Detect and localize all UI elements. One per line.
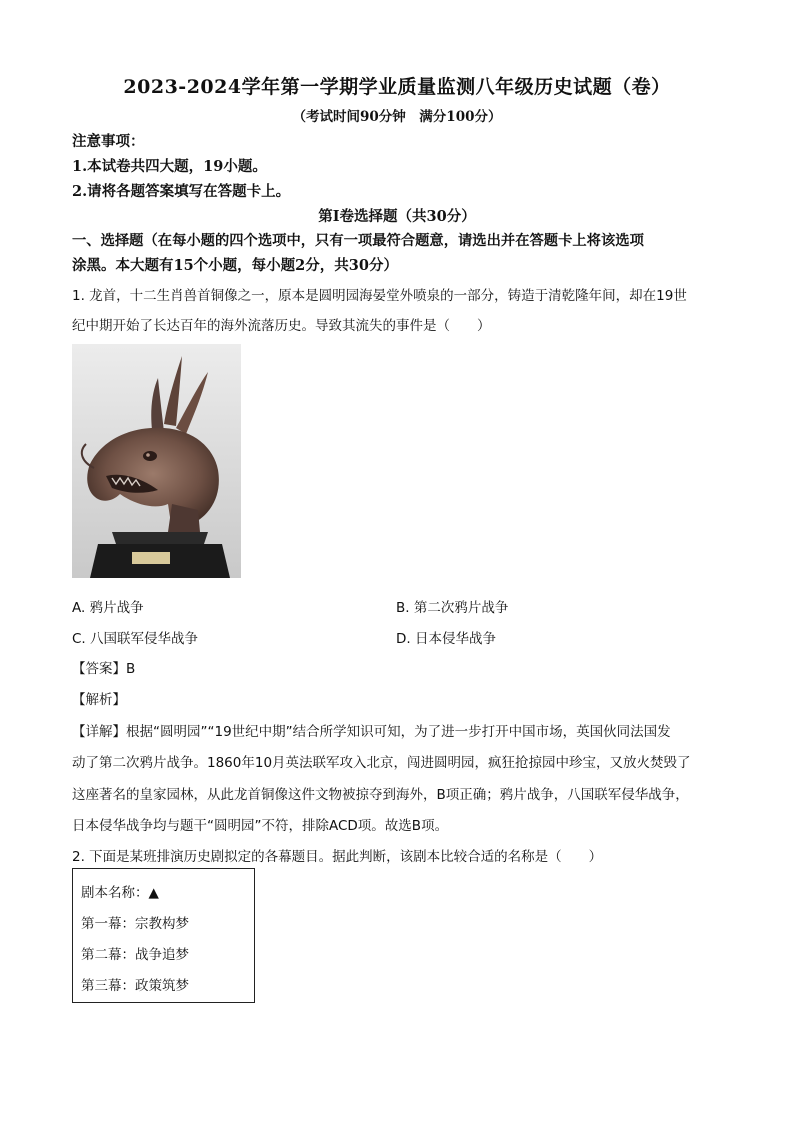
dragon-head-photo [72,344,241,578]
q1-stem-line1: 1. 龙首，十二生肖兽首铜像之一，原本是圆明园海晏堂外喷泉的一部分，铸造于清乾隆年间，却在19世 [72,288,687,304]
exam-title: 2023-2024学年第一学期学业质量监测八年级历史试题（卷） [123,76,671,98]
q1-detail-line3: 这座著名的皇家园林，从此龙首铜像这件文物被掠夺到海外，B项正确；鸦片战争，八国联军侵华战争， [72,787,689,803]
q1-option-a: A. 鸦片战争 [72,600,144,616]
q2-act-3: 第三幕：政策筑梦 [81,978,189,994]
q2-script-name: 剧本名称：▲ [81,885,159,901]
q1-option-d: D. 日本侵华战争 [396,631,496,647]
q1-detail-line1: 【详解】根据“圆明园”“19世纪中期”结合所学知识可知，为了进一步打开中国市场，英国伙同法国发 [72,724,671,740]
part1-instructions-line2: 涂黑。本大题有15个小题，每小题2分，共30分） [72,257,398,274]
q1-stem-line2: 纪中期开始了长达百年的海外流落历史。导致其流失的事件是（ ） [72,318,491,334]
q2-act-2: 第二幕：战争追梦 [81,947,189,963]
q1-analysis-label: 【解析】 [72,692,126,708]
q1-answer: 【答案】B [72,661,136,677]
notes-item-1: 1.本试卷共四大题，19小题。 [72,158,267,175]
q1-detail-line4: 日本侵华战争均与题干“圆明园”不符，排除ACD项。故选B项。 [72,818,449,834]
notes-heading: 注意事项： [72,133,145,150]
q2-act-1: 第一幕：宗教构梦 [81,916,189,932]
q2-script-box [72,868,255,1003]
q1-option-c: C. 八国联军侵华战争 [72,631,199,647]
q1-option-b: B. 第二次鸦片战争 [396,600,509,616]
q2-stem: 2. 下面是某班排演历史剧拟定的各幕题目。据此判断，该剧本比较合适的名称是（ ） [72,849,603,865]
part1-heading: 第Ⅰ卷选择题（共30分） [318,208,476,225]
q1-detail-line2: 动了第二次鸦片战争。1860年10月英法联军攻入北京，闯进圆明园，疯狂抢掠园中珍宝，又放火焚毁了 [72,755,691,771]
part1-instructions-line1: 一、选择题（在每小题的四个选项中，只有一项最符合题意，请选出并在答题卡上将该选项 [72,233,644,249]
exam-subtitle: （考试时间90分钟 满分100分） [292,109,502,125]
notes-item-2: 2.请将各题答案填写在答题卡上。 [72,183,291,200]
